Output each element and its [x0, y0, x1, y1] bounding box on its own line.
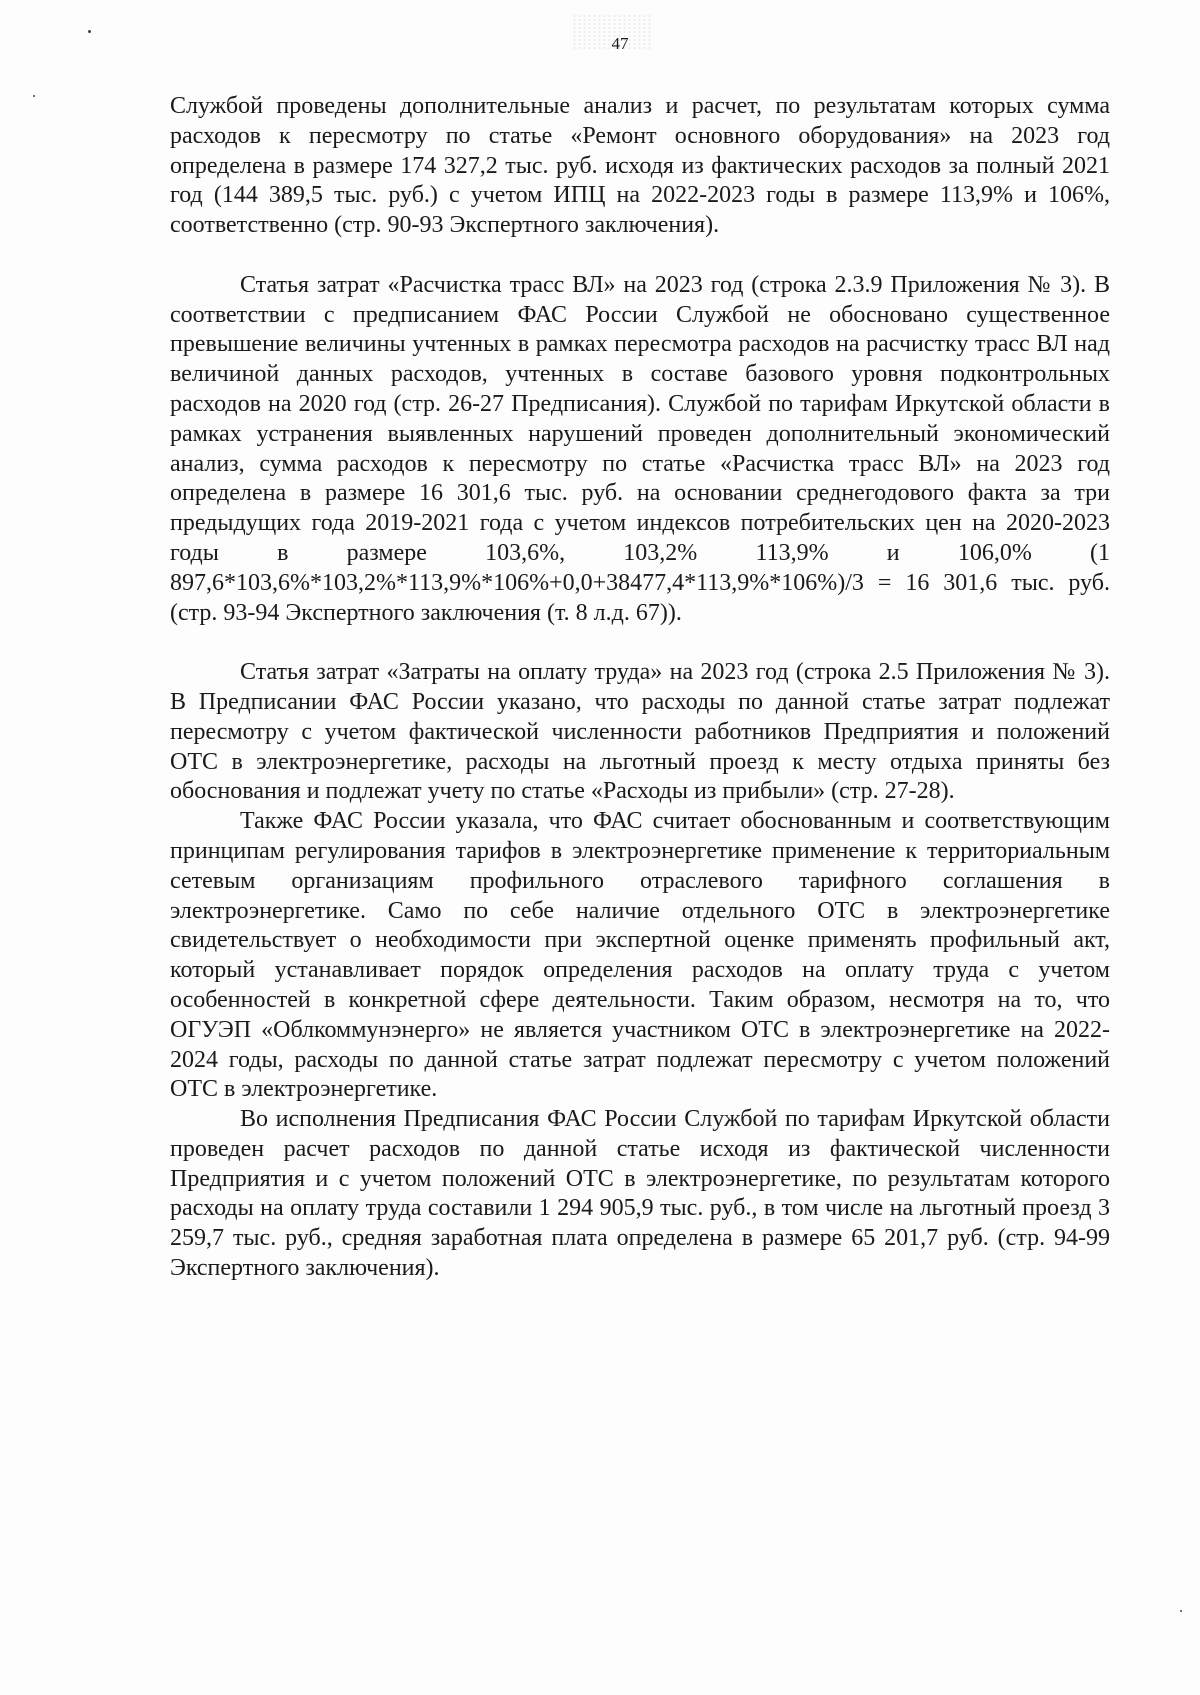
- scan-speck: [1180, 1610, 1182, 1612]
- paragraph-clearing-routes: Статья затрат «Расчистка трасс ВЛ» на 2023 год (строка 2.3.9 Приложения № 3). В соответствии с предписанием ФАС России Службой не обосновано существенное превышение величины учтенных в рамках пересмотра расходов на расчистку трасс ВЛ над величиной данных расходов, учтенных в составе базового уровня подконтрольных расходов на 2020 год (стр. 26-27 Предписания). Службой по тарифам Иркутской области в рамках устранения выявленных нарушений проведен дополнительный экономический анализ, сумма расходов к пересмотру по статье «Расчистка трасс ВЛ» на 2023 год определена в размере 16 301,6 тыс. руб. на основании среднегодового факта за три предыдущих года 2019-2021 года с учетом индексов потребительских цен на 2020-2023 годы в размере 103,6%, 103,2% 113,9% и 106,0% (1 897,6*103,6%*103,2%*113,9%*106%+0,0+38477,4*113,9%*106%)/3 = 16 301,6 тыс. руб. (стр. 93-94 Экспертного заключения (т. 8 л.д. 67)).: [170, 271, 1110, 626]
- paragraph-calculation-result: Во исполнения Предписания ФАС России Службой по тарифам Иркутской области проведен расчет расходов по данной статье исходя из фактической численности Предприятия и с учетом положений ОТС в электроэнергетике, по результатам которого расходы на оплату труда составили 1 294 905,9 тыс. руб., в том числе на льготный проезд 3 259,7 тыс. руб., средняя заработная плата определена в размере 65 201,7 руб. (стр. 94-99 Экспертного заключения).: [170, 1106, 1110, 1282]
- scan-speck: [88, 30, 91, 33]
- paragraph-fas-opinion: Также ФАС России указала, что ФАС считает обоснованным и соответствующим принципам регулирования тарифов в электроэнергетике применение к территориальным сетевым организациям профильного отраслевого тарифного соглашения в электроэнергетике. Само по себе наличие отдельного ОТС в электроэнергетике свидетельствует о необходимости при экспертной оценке применять профильный акт, который устанавливает порядок определения расходов на оплату труда с учетом особенностей в конкретной сфере деятельности. Таким образом, несмотря на то, что ОГУЭП «Облкоммунэнерго» не является участником ОТС в электроэнергетике на 2022-2024 годы, расходы по данной статье затрат подлежат пересмотру с учетом положений ОТС в электроэнергетике.: [170, 808, 1110, 1103]
- paragraph-labor-costs: Статья затрат «Затраты на оплату труда» на 2023 год (строка 2.5 Приложения № 3). В Предписании ФАС России указано, что расходы по данной статье затрат подлежат пересмотру с учетом фактической численности работников Предприятия и положений ОТС в электроэнергетике, расходы на льготный проезд к месту отдыха приняты без обоснования и подлежат учету по статье «Расходы из прибыли» (стр. 27-28).: [170, 659, 1110, 805]
- paragraph-repair-equipment: Службой проведены дополнительные анализ и расчет, по результатам которых сумма расходов к пересмотру по статье «Ремонт основного оборудования» на 2023 год определена в размере 174 327,2 тыс. руб. исходя из фактических расходов за полный 2021 год (144 389,5 тыс. руб.) с учетом ИПЦ на 2022-2023 годы в размере 113,9% и 106%, соответственно (стр. 90-93 Экспертного заключения).: [170, 93, 1110, 239]
- page-number: 47: [611, 34, 629, 53]
- document-body: [170, 92, 1110, 1284]
- scan-speck: [33, 95, 35, 97]
